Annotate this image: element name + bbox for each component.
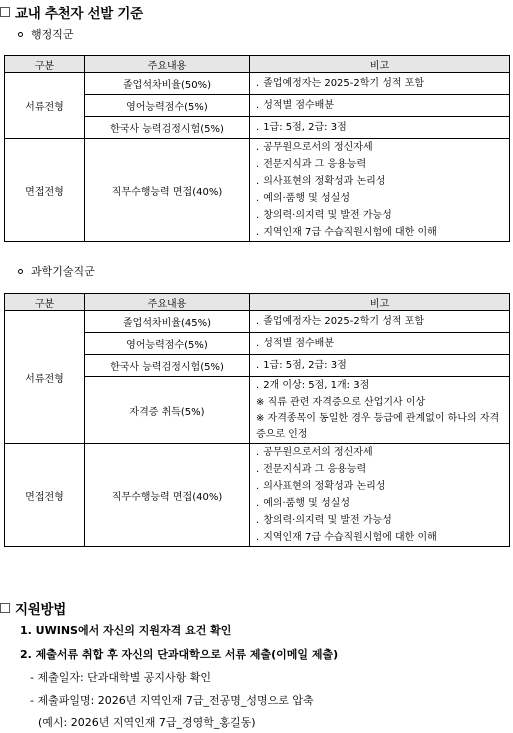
category-cell: 서류전형 [5,311,85,444]
list-item: - 제출일자: 단과대학별 공지사항 확인 [30,671,212,684]
content-cell: 졸업석차비율(45%) [85,311,250,333]
subheading-tech: 과학기술직군 [18,263,95,279]
content-cell: 영어능력점수(5%) [85,95,250,117]
note-cell: . 1급: 5점, 2급: 3점 [250,117,510,139]
list-item: 2. 제출서류 취합 후 자신의 단과대학으로 서류 제출(이메일 제출) [20,648,339,661]
remark-line: ※ 직류 관련 자격증으로 산업기사 이상 [256,397,426,408]
note-cell: . 성적별 점수배분 [250,95,510,117]
list-item: (예시: 2026년 지역인재 7급_경영학_홍길동) [38,716,256,729]
section-title-apply: 지원방법 [0,598,66,618]
table-header-row [5,294,510,311]
category-cell: 면접전형 [5,444,85,547]
header-note: 비고 [250,56,510,73]
header-content: 주요내용 [85,294,250,311]
header-category: 구분 [5,294,85,311]
table-row [5,139,510,242]
category-cell: 서류전형 [5,73,85,139]
content-cell: 직무수행능력 면접(40%) [85,444,250,547]
note-cell: . 1급: 5점, 2급: 3점 [250,355,510,377]
table-row [5,73,510,95]
list-item: 1. UWINS에서 자신의 지원자격 요건 확인 [20,624,232,637]
list-item: - 제출파일명: 2026년 지역인재 7급_전공명_성명으로 압축 [30,694,314,707]
table-row [5,311,510,333]
tech-criteria-table [4,293,510,547]
note-cell: . 졸업예정자는 2025-2학기 성적 포함 [250,73,510,95]
subheading-admin: 행정직군 [18,26,74,42]
note-cell: . 2개 이상: 5점, 1개: 3점 ※ 직류 관련 자격증으로 산업기사 이상 ※ 자격종목이 동일한 경우 등급에 관계없이 하나의 자격증으로 인정 [250,377,510,444]
content-cell: 한국사 능력검정시험(5%) [85,117,250,139]
table-header-row [5,56,510,73]
admin-criteria-table [4,55,510,242]
content-cell: 직무수행능력 면접(40%) [85,139,250,242]
circle-bullet-icon [18,32,23,37]
circle-bullet-icon [18,269,23,274]
content-cell: 자격증 취득(5%) [85,377,250,444]
header-content: 주요내용 [85,56,250,73]
content-cell: 한국사 능력검정시험(5%) [85,355,250,377]
note-cell: . 성적별 점수배분 [250,333,510,355]
category-cell: 면접전형 [5,139,85,242]
checkbox-icon [0,603,10,613]
note-cell: . 졸업예정자는 2025-2학기 성적 포함 [250,311,510,333]
checkbox-icon [0,7,10,17]
header-note: 비고 [250,294,510,311]
header-category: 구분 [5,56,85,73]
note-cell: . 공무원으로서의 정신자세 . 전문지식과 그 응용능력 . 의사표현의 정확성과 논리성 . 예의·품행 및 성실성 . 창의력·의지력 및 발전 가능성 . 지역인재 7급 수습직원시험에 대한 이해 [250,139,510,242]
content-cell: 영어능력점수(5%) [85,333,250,355]
section-title-criteria: 교내 추천자 선발 기준 [0,2,143,22]
remark-line: ※ 자격종목이 동일한 경우 등급에 관계없이 하나의 자격증으로 인정 [256,413,500,440]
note-cell: . 공무원으로서의 정신자세 . 전문지식과 그 응용능력 . 의사표현의 정확성과 논리성 . 예의·품행 및 성실성 . 창의력·의지력 및 발전 가능성 . 지역인재 7급 수습직원시험에 대한 이해 [250,444,510,547]
content-cell: 졸업석차비율(50%) [85,73,250,95]
table-row [5,444,510,547]
